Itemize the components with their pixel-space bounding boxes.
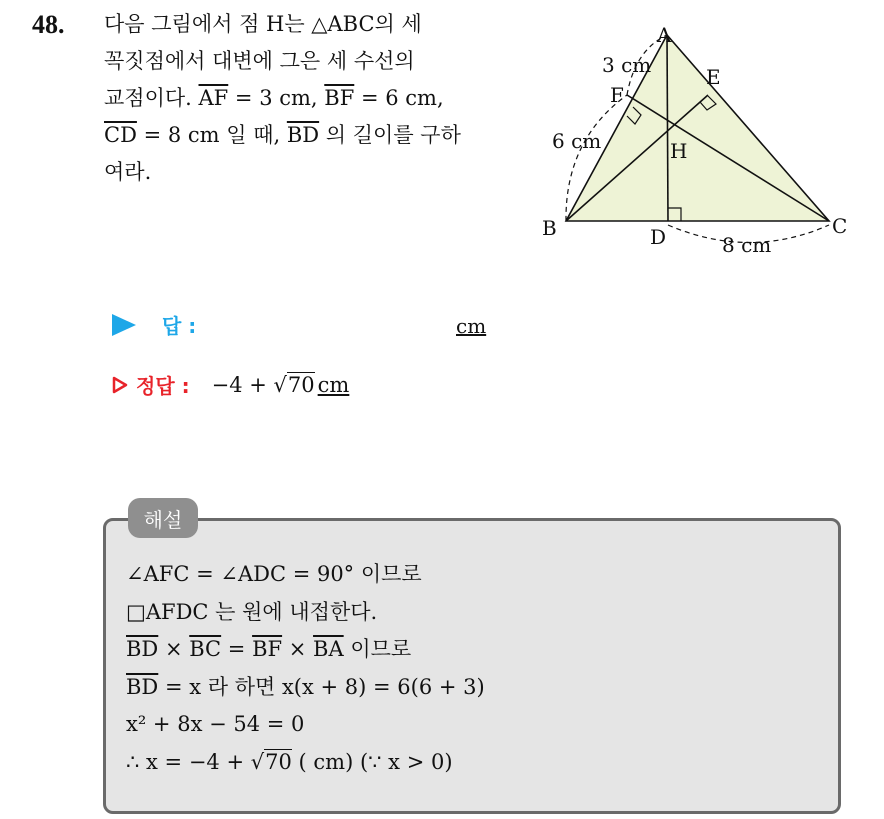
correct-answer-unit: cm bbox=[317, 372, 350, 397]
answer-unit: cm bbox=[456, 314, 487, 338]
solution-line-4: $\overline{BD} = x$ 라 하면 x(x + 8) = 6(6 + 3) bbox=[126, 674, 485, 699]
label-a: A bbox=[657, 23, 672, 47]
solution-line-6: ∴ x = −4 + √70 ( cm) (∵ x > 0) bbox=[126, 749, 453, 774]
length-af: 3 cm bbox=[602, 53, 652, 77]
question-number: 48. bbox=[32, 10, 65, 39]
correct-answer-value: −4 + √70 bbox=[211, 372, 315, 397]
triangle-figure bbox=[540, 20, 860, 265]
play-icon bbox=[112, 314, 136, 336]
correct-answer-row bbox=[112, 370, 349, 399]
question-line-4: $\overline{CD} = 8$ cm 일 때, $\overline{BD}$ 의 길이를 구하 bbox=[104, 123, 461, 147]
outline-play-icon bbox=[112, 376, 128, 394]
label-e: E bbox=[706, 65, 721, 89]
solution-line-3: $\overline{BD} \times \overline{BC} = \overline{BF} \times \overline{BA}$ 이므로 bbox=[126, 637, 412, 661]
solution-tab: 해설 bbox=[128, 498, 198, 538]
solution-line-2: □AFDC 는 원에 내접한다. bbox=[126, 599, 378, 624]
question-line-5: 여라. bbox=[104, 160, 152, 184]
label-c: C bbox=[832, 214, 848, 238]
correct-answer-label: 정답 : bbox=[136, 374, 190, 398]
answer-label: 답 : bbox=[162, 314, 197, 338]
length-cd: 8 cm bbox=[722, 233, 772, 257]
solution-line-5: x² + 8x − 54 = 0 bbox=[126, 712, 305, 736]
question-line-2: 꼭짓점에서 대변에 그은 세 수선의 bbox=[104, 49, 415, 73]
question-text bbox=[104, 6, 524, 191]
altitude-ad bbox=[667, 35, 668, 221]
question-line-3: 교점이다. $\overline{AF} = 3$ cm, $\overline{BF} = 6$ cm, bbox=[104, 86, 444, 110]
label-d: D bbox=[650, 225, 667, 249]
solution-line-1: ∠AFC = ∠ADC = 90° 이므로 bbox=[126, 562, 422, 586]
label-h: H bbox=[670, 139, 688, 163]
question-line-1: 다음 그림에서 점 H는 △ABC의 세 bbox=[104, 12, 422, 36]
length-bf: 6 cm bbox=[552, 129, 602, 153]
label-b: B bbox=[542, 216, 557, 240]
answer-row bbox=[112, 310, 196, 339]
solution-text bbox=[126, 556, 485, 781]
label-f: F bbox=[610, 83, 624, 107]
